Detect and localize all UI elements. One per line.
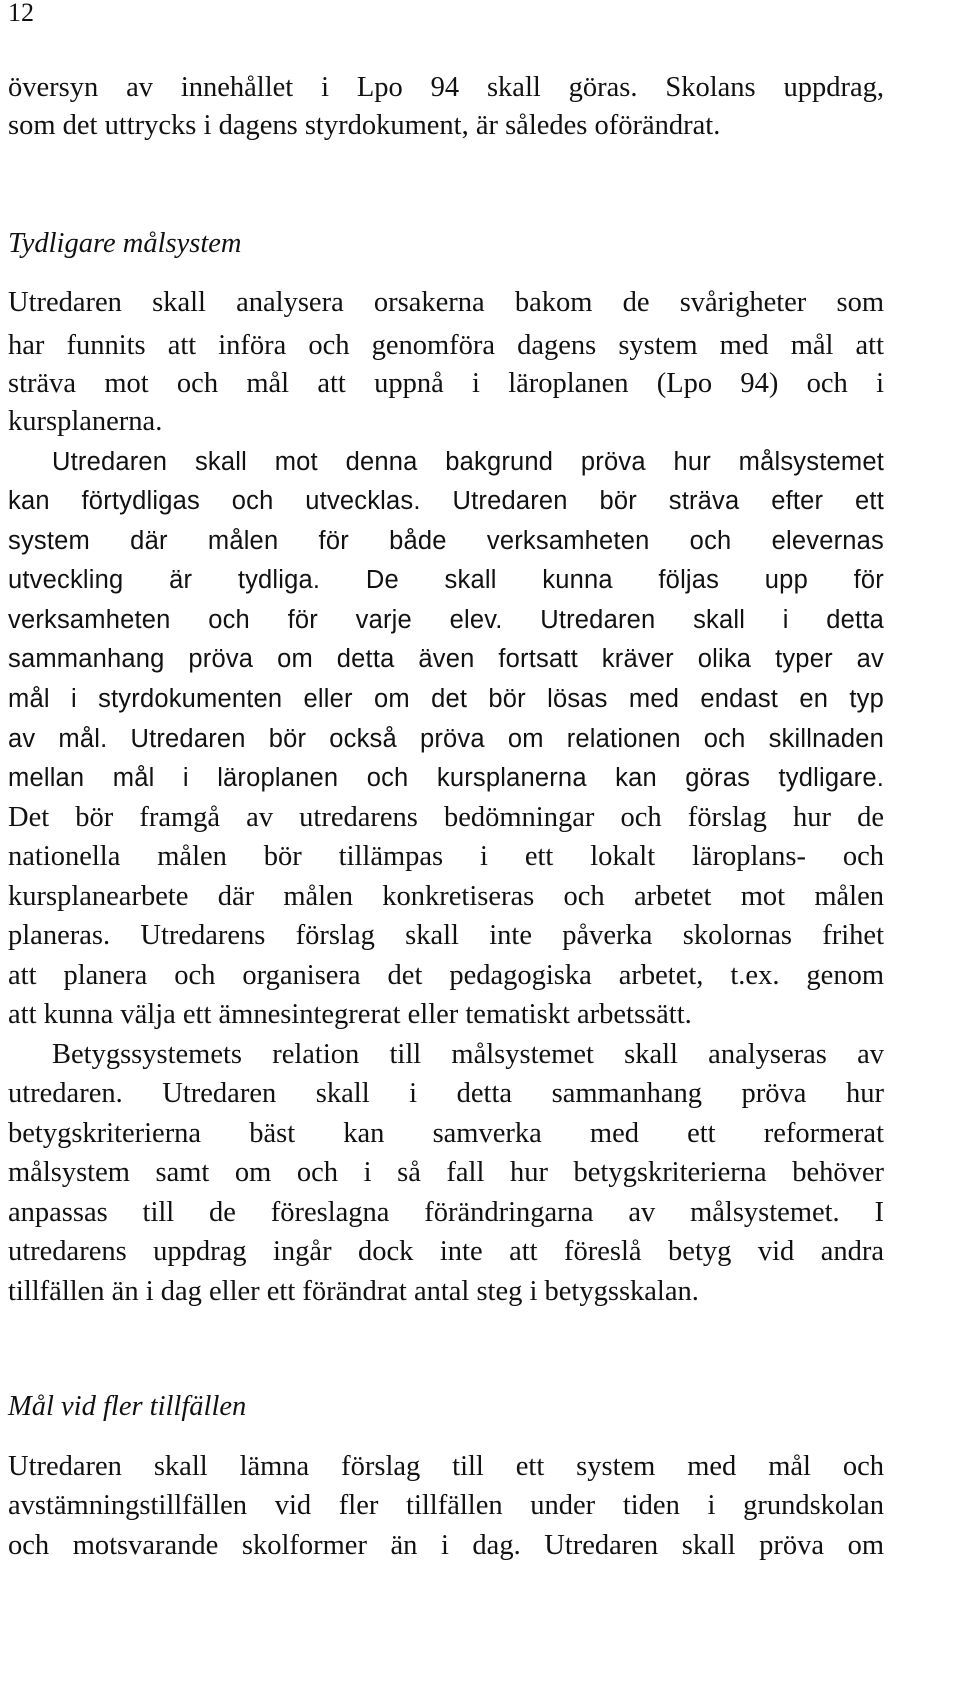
body-text-line: Utredaren skall mot denna bakgrund pröva hur målsystemet [52,448,884,476]
page-number: 12 [8,0,34,27]
body-text-line: avstämningstillfällen vid fler tillfällen under tiden i grundskolan [8,1490,884,1521]
body-text-line: sträva mot och mål att uppnå i läroplanen (Lpo 94) och i [8,368,884,399]
body-text-line: tillfällen än i dag eller ett förändrat antal steg i betygsskalan. [8,1276,699,1307]
body-text-line: verksamheten och för varje elev. Utredaren skall i detta [8,606,884,634]
body-text-line: Det bör framgå av utredarens bedömningar och förslag hur de [8,802,884,833]
body-text-line: som det uttrycks i dagens styrdokument, är således oförändrat. [8,110,721,141]
body-text-line: Utredaren skall lämna förslag till ett system med mål och [8,1451,884,1482]
body-text-line: kursplanearbete där målen konkretiseras och arbetet mot målen [8,881,884,912]
body-text-line: mål i styrdokumenten eller om det bör lösas med endast en typ [8,685,884,713]
body-text-line: målsystem samt om och i så fall hur betygskriterierna behöver [8,1157,884,1188]
body-text-line: och motsvarande skolformer än i dag. Utredaren skall pröva om [8,1530,884,1561]
body-text-line: kan förtydligas och utvecklas. Utredaren bör sträva efter ett [8,487,884,515]
body-text-line: nationella målen bör tillämpas i ett lokalt läroplans- och [8,841,884,872]
body-text-line: mellan mål i läroplanen och kursplanerna kan göras tydligare. [8,764,884,792]
section-heading: Tydligare målsystem [8,228,242,259]
body-text-line: kursplanerna. [8,406,163,437]
body-text-line: av mål. Utredaren bör också pröva om relationen och skillnaden [8,725,884,753]
body-text-line: utveckling är tydliga. De skall kunna följas upp för [8,566,884,594]
body-text-line: att planera och organisera det pedagogiska arbetet, t.ex. genom [8,960,884,991]
body-text-line: att kunna välja ett ämnesintegrerat eller tematiskt arbetssätt. [8,999,692,1030]
section-heading: Mål vid fler tillfällen [8,1391,247,1422]
body-text-line: betygskriterierna bäst kan samverka med ett reformerat [8,1118,884,1149]
body-text-line: utredarens uppdrag ingår dock inte att föreslå betyg vid andra [8,1236,884,1267]
body-text-line: system där målen för både verksamheten och elevernas [8,527,884,555]
body-text-line: planeras. Utredarens förslag skall inte påverka skolornas frihet [8,920,884,951]
body-text-line: sammanhang pröva om detta även fortsatt kräver olika typer av [8,645,884,673]
body-text-line: Utredaren skall analysera orsakerna bakom de svårigheter som [8,287,884,318]
body-text-line: anpassas till de föreslagna förändringarna av målsystemet. I [8,1197,884,1228]
body-text-line: har funnits att införa och genomföra dagens system med mål att [8,330,884,361]
body-text-line: översyn av innehållet i Lpo 94 skall göras. Skolans uppdrag, [8,72,884,103]
body-text-line: utredaren. Utredaren skall i detta sammanhang pröva hur [8,1078,884,1109]
body-text-line: Betygssystemets relation till målsystemet skall analyseras av [52,1039,884,1070]
